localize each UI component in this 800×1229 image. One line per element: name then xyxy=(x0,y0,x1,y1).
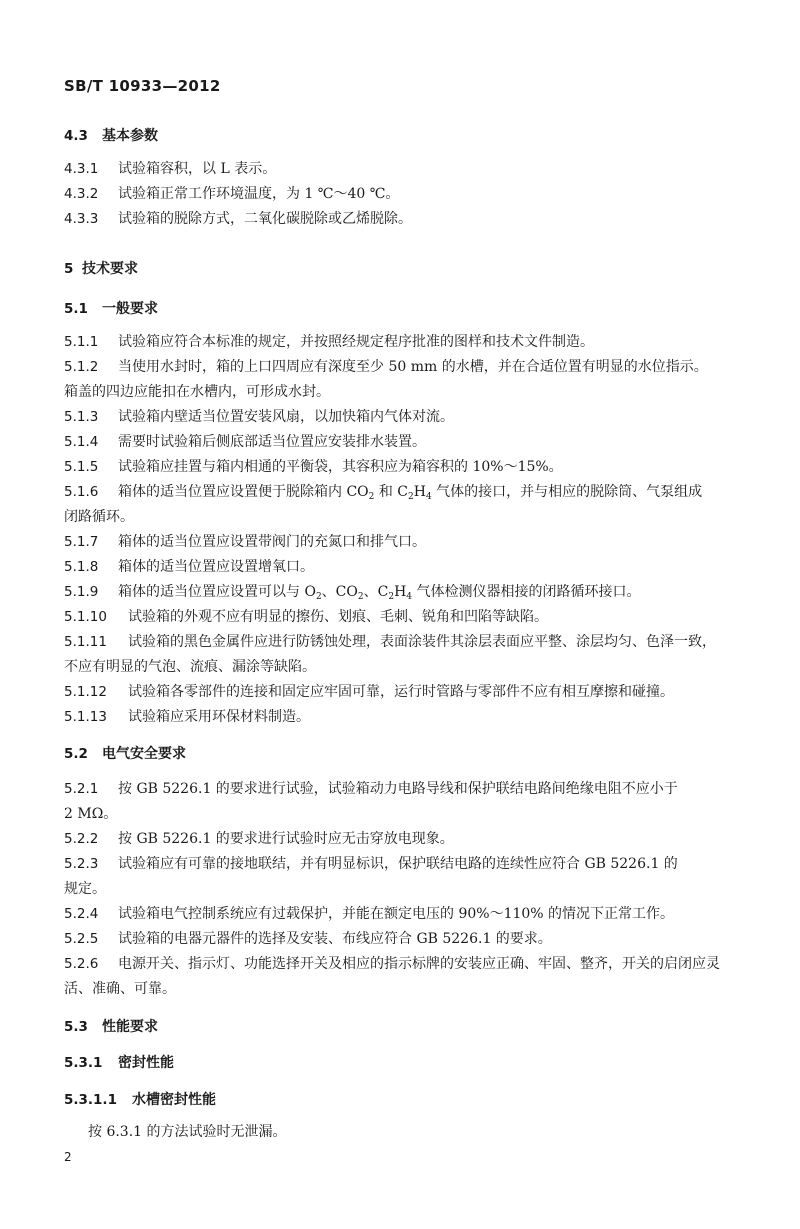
heading-title: 密封性能 xyxy=(118,1055,174,1071)
clause-number: 5.1.3 xyxy=(64,409,99,425)
clause-text: 试验箱应符合本标准的规定，并按照经规定程序批准的图样和技术文件制造。 xyxy=(118,334,594,350)
clause-number: 5.1.5 xyxy=(64,459,99,475)
clause-text: 电源开关、指示灯、功能选择开关及相应的指示标牌的安装应正确、牢固、整齐，开关的启闭应灵 xyxy=(118,956,720,972)
heading-number: 5.3.1 xyxy=(64,1055,103,1071)
heading-title: 性能要求 xyxy=(102,1019,158,1035)
clause-5-2-4 xyxy=(64,902,764,927)
clause-number: 5.1.6 xyxy=(64,484,99,500)
clause-number: 4.3.3 xyxy=(64,211,99,227)
subscript: 4 xyxy=(425,492,432,502)
document-body xyxy=(64,124,764,1145)
subscript: 4 xyxy=(406,592,413,602)
clause-5-1-6 xyxy=(64,480,764,505)
clause-number: 5.1.10 xyxy=(64,609,107,625)
clause-text-part: 气体检测仪器相接的闭路循环接口。 xyxy=(412,584,641,600)
clause-5-1-7 xyxy=(64,530,764,555)
paragraph-5-3-1-1: 按 6.3.1 的方法试验时无泄漏。 xyxy=(88,1124,287,1140)
clause-5-1-1 xyxy=(64,330,764,355)
clause-text-part: 、C xyxy=(363,584,389,600)
heading-5 xyxy=(64,257,764,282)
heading-title: 一般要求 xyxy=(102,301,158,317)
clause-5-1-8 xyxy=(64,555,764,580)
clause-5-1-10 xyxy=(64,605,764,630)
page-number: 2 xyxy=(64,1150,72,1164)
clause-text: 需要时试验箱后侧底部适当位置应安装排水装置。 xyxy=(118,434,426,450)
heading-title: 电气安全要求 xyxy=(102,746,186,762)
subscript: 2 xyxy=(315,592,322,602)
heading-number: 5.2 xyxy=(64,746,88,762)
clause-number: 5.2.4 xyxy=(64,906,99,922)
clause-5-2-1 xyxy=(64,777,764,802)
clause-text: 试验箱的外观不应有明显的擦伤、划痕、毛刺、锐角和凹陷等缺陷。 xyxy=(128,609,548,625)
clause-5-1-2-continuation: 箱盖的四边应能扣在水槽内，可形成水封。 xyxy=(64,384,330,400)
clause-text-part: 、CO xyxy=(321,584,358,600)
heading-title: 基本参数 xyxy=(102,128,158,144)
clause-4-3-2 xyxy=(64,182,764,207)
clause-5-2-3 xyxy=(64,852,764,877)
clause-text: 箱体的适当位置应设置带阀门的充氮口和排气口。 xyxy=(118,534,426,550)
clause-5-2-3-continuation: 规定。 xyxy=(64,881,106,897)
clause-text-part: H xyxy=(394,584,407,600)
clause-4-3-1 xyxy=(64,157,764,182)
clause-text: 试验箱正常工作环境温度，为 1 ℃～40 ℃。 xyxy=(118,186,400,202)
clause-5-1-3 xyxy=(64,405,764,430)
clause-5-1-9 xyxy=(64,580,764,605)
heading-4-3 xyxy=(64,124,764,149)
clause-5-1-6-continuation: 闭路循环。 xyxy=(64,509,134,525)
clause-5-2-6 xyxy=(64,952,764,977)
subscript: 2 xyxy=(388,592,395,602)
clause-number: 5.2.6 xyxy=(64,956,99,972)
clause-number: 5.2.1 xyxy=(64,781,99,797)
clause-number: 5.1.8 xyxy=(64,559,99,575)
clause-number: 5.1.1 xyxy=(64,334,99,350)
clause-number: 5.1.13 xyxy=(64,709,107,725)
clause-text-part: 箱体的适当位置应设置便于脱除箱内 CO xyxy=(118,484,369,500)
clause-text: 试验箱的脱除方式，二氧化碳脱除或乙烯脱除。 xyxy=(118,211,412,227)
clause-text: 箱体的适当位置应设置增氧口。 xyxy=(118,559,314,575)
clause-number: 4.3.2 xyxy=(64,186,99,202)
clause-number: 5.1.7 xyxy=(64,534,99,550)
clause-5-1-2 xyxy=(64,355,764,380)
heading-5-3-1-1 xyxy=(64,1088,764,1113)
clause-number: 5.2.2 xyxy=(64,831,99,847)
clause-4-3-3 xyxy=(64,207,764,232)
clause-text: 试验箱的黑色金属件应进行防锈蚀处理，表面涂装件其涂层表面应平整、涂层均匀、色泽一致， xyxy=(128,634,716,650)
document-code: SB/T 10933—2012 xyxy=(64,77,221,95)
clause-number: 5.2.3 xyxy=(64,856,99,872)
clause-text-part: 箱体的适当位置应设置可以与 O xyxy=(118,584,316,600)
subscript: 2 xyxy=(368,492,375,502)
clause-5-1-4 xyxy=(64,430,764,455)
clause-text: 按 GB 5226.1 的要求进行试验，试验箱动力电路导线和保护联结电路间绝缘电阻不应小于 xyxy=(118,781,678,797)
heading-5-2 xyxy=(64,742,764,767)
heading-number: 4.3 xyxy=(64,128,88,144)
clause-5-1-11 xyxy=(64,630,764,655)
heading-5-1 xyxy=(64,297,764,322)
heading-number: 5.3 xyxy=(64,1019,88,1035)
clause-text: 试验箱电气控制系统应有过载保护，并能在额定电压的 90%～110% 的情况下正常工作。 xyxy=(118,906,675,922)
clause-number: 4.3.1 xyxy=(64,161,99,177)
clause-text: 试验箱各零部件的连接和固定应牢固可靠，运行时管路与零部件不应有相互摩擦和碰撞。 xyxy=(128,684,674,700)
clause-text: 试验箱应挂置与箱内相通的平衡袋，其容积应为箱容积的 10%～15%。 xyxy=(118,459,563,475)
clause-5-1-13 xyxy=(64,705,764,730)
clause-text: 试验箱应有可靠的接地联结，并有明显标识，保护联结电路的连续性应符合 GB 5226.1 的 xyxy=(118,856,678,872)
clause-text-part: 气体的接口，并与相应的脱除筒、气泵组成 xyxy=(431,484,703,500)
heading-title: 水槽密封性能 xyxy=(132,1092,216,1108)
clause-number: 5.1.12 xyxy=(64,684,107,700)
subscript: 2 xyxy=(408,492,414,502)
clause-5-1-5 xyxy=(64,455,764,480)
clause-text: 试验箱的电器元器件的选择及安装、布线应符合 GB 5226.1 的要求。 xyxy=(118,931,552,947)
clause-5-2-6-continuation: 活、准确、可靠。 xyxy=(64,981,176,997)
clause-number: 5.1.9 xyxy=(64,584,99,600)
heading-5-3-1 xyxy=(64,1051,764,1076)
clause-text-part: H xyxy=(413,484,426,500)
clause-5-2-5 xyxy=(64,927,764,952)
heading-number: 5.1 xyxy=(64,301,88,317)
clause-5-2-1-continuation: 2 MΩ。 xyxy=(64,806,118,822)
clause-number: 5.1.4 xyxy=(64,434,99,450)
clause-number: 5.1.11 xyxy=(64,634,107,650)
clause-text-part: 和 C xyxy=(374,484,408,500)
clause-text: 试验箱内壁适当位置安装风扇，以加快箱内气体对流。 xyxy=(118,409,454,425)
clause-5-1-11-continuation: 不应有明显的气泡、流痕、漏涂等缺陷。 xyxy=(64,659,316,675)
subscript: 2 xyxy=(357,592,364,602)
heading-number: 5.3.1.1 xyxy=(64,1092,117,1108)
clause-number: 5.2.5 xyxy=(64,931,99,947)
heading-5-3 xyxy=(64,1015,764,1040)
heading-number: 5 xyxy=(64,261,74,277)
clause-5-2-2 xyxy=(64,827,764,852)
clause-number: 5.1.2 xyxy=(64,359,99,375)
clause-5-1-12 xyxy=(64,680,764,705)
clause-text: 试验箱容积，以 L 表示。 xyxy=(118,161,277,177)
heading-title: 技术要求 xyxy=(82,261,138,277)
clause-text: 当使用水封时，箱的上口四周应有深度至少 50 mm 的水槽，并在合适位置有明显的水位指示。 xyxy=(118,359,708,375)
clause-text: 试验箱应采用环保材料制造。 xyxy=(128,709,310,725)
clause-text: 按 GB 5226.1 的要求进行试验时应无击穿放电现象。 xyxy=(118,831,454,847)
